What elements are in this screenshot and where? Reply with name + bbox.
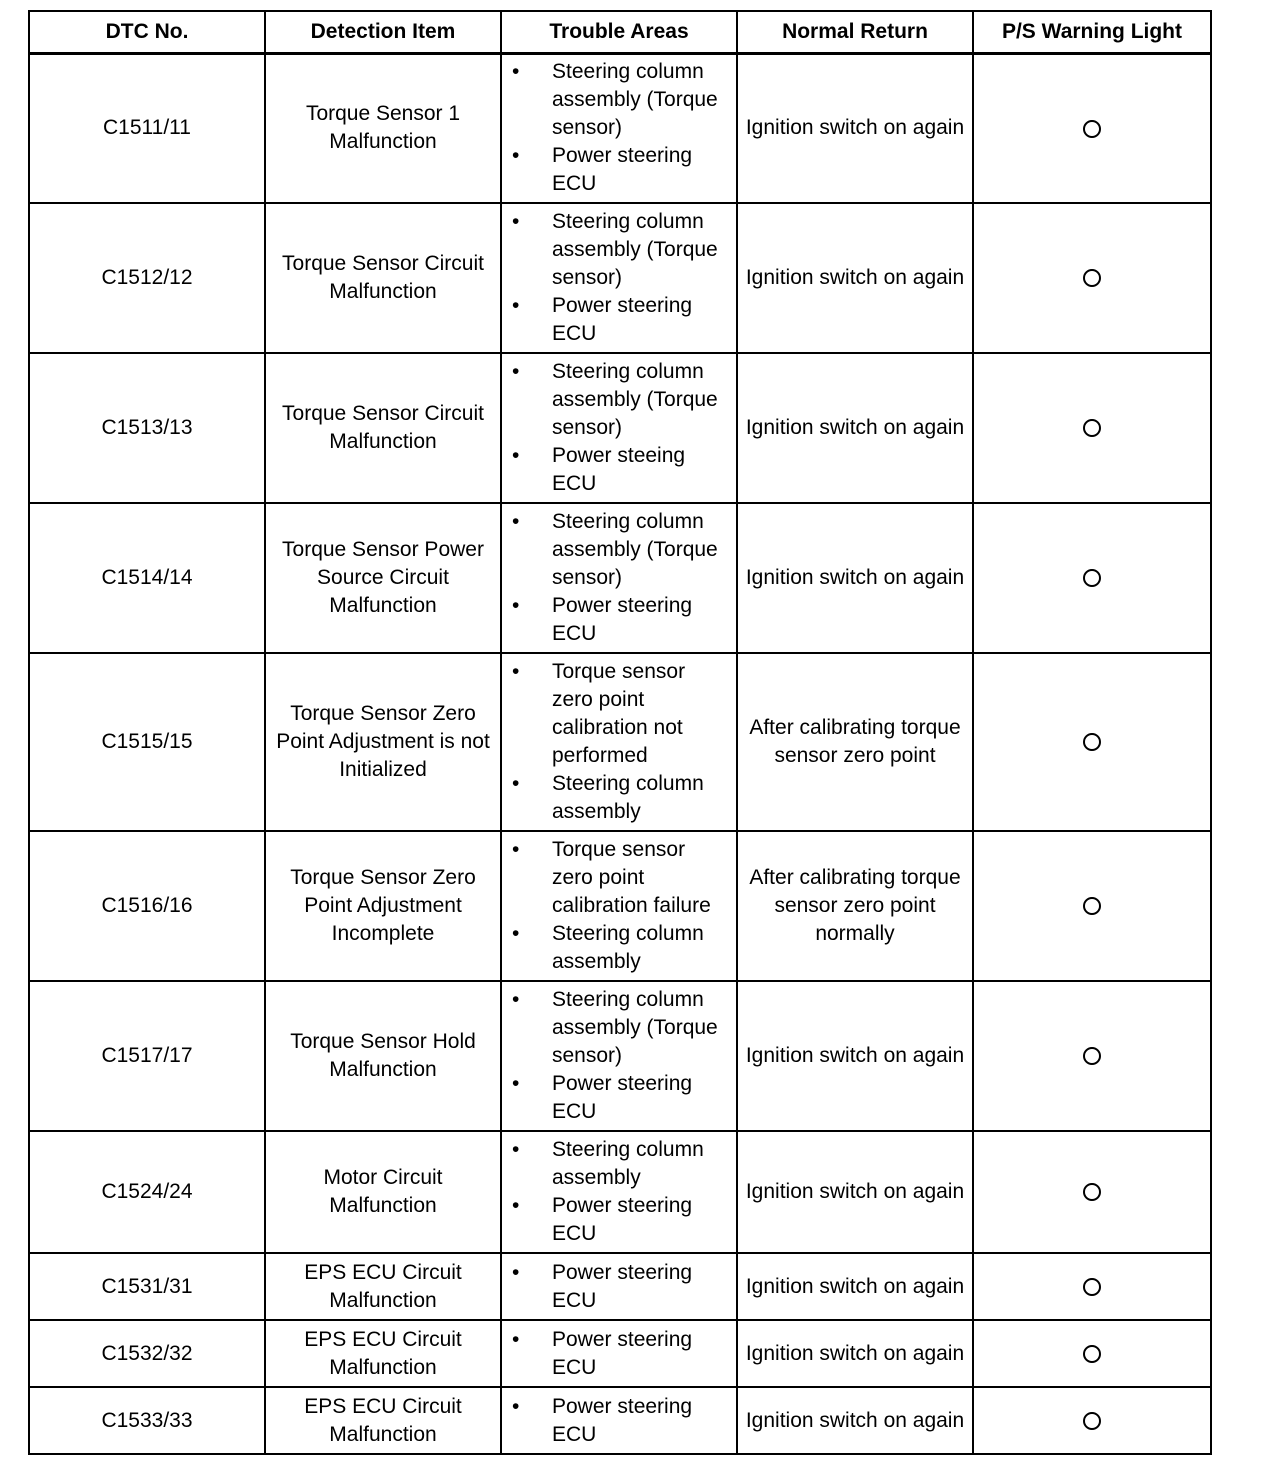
table-row [29,203,1211,353]
circle-icon [1083,1345,1101,1363]
normal-return: Ignition switch on again [737,981,973,1131]
ps-warning-light-cell [973,353,1211,503]
trouble-area-list [512,208,730,348]
normal-return: Ignition switch on again [737,353,973,503]
ps-warning-light-cell [973,53,1211,203]
trouble-areas [501,653,737,831]
table-row [29,503,1211,653]
trouble-area-item: • Power steering ECU [512,1192,730,1248]
normal-return: Ignition switch on again [737,503,973,653]
circle-icon [1083,733,1101,751]
circle-icon [1083,419,1101,437]
dtc-code: C1513/13 [29,353,265,503]
header-dtc-no: DTC No. [29,11,265,53]
trouble-area-item: • Torque sensor zero point calibration failure [512,836,730,920]
table-row [29,1320,1211,1387]
normal-return: Ignition switch on again [737,53,973,203]
trouble-area-item: • Steering column assembly [512,1136,730,1192]
table-header [29,11,1211,53]
trouble-area-list [512,508,730,648]
table-row [29,981,1211,1131]
dtc-code: C1516/16 [29,831,265,981]
table-row [29,53,1211,203]
trouble-area-item: • Steering column assembly [512,770,730,826]
dtc-code: C1512/12 [29,203,265,353]
trouble-area-item: • Steering column assembly [512,920,730,976]
trouble-areas [501,203,737,353]
table-row [29,1253,1211,1320]
trouble-areas [501,1131,737,1253]
normal-return: After calibrating torque sensor zero point [737,653,973,831]
trouble-area-list [512,358,730,498]
trouble-area-list [512,58,730,198]
table-row [29,653,1211,831]
trouble-area-item: • Power steering ECU [512,1259,730,1315]
trouble-area-list [512,1259,730,1315]
circle-icon [1083,1412,1101,1430]
normal-return: Ignition switch on again [737,1387,973,1454]
detection-item: Motor Circuit Malfunction [265,1131,501,1253]
ps-warning-light-cell [973,1253,1211,1320]
detection-item: Torque Sensor Power Source Circuit Malfunction [265,503,501,653]
table-body [29,53,1211,1454]
table-row [29,353,1211,503]
trouble-area-list [512,836,730,976]
circle-icon [1083,569,1101,587]
detection-item: EPS ECU Circuit Malfunction [265,1387,501,1454]
header-row [29,11,1211,53]
trouble-area-item: • Power steering ECU [512,592,730,648]
header-detection-item: Detection Item [265,11,501,53]
ps-warning-light-cell [973,1387,1211,1454]
trouble-area-item: • Steering column assembly (Torque sensor) [512,986,730,1070]
dtc-code: C1514/14 [29,503,265,653]
dtc-code: C1532/32 [29,1320,265,1387]
trouble-area-list [512,1326,730,1382]
trouble-areas [501,1320,737,1387]
trouble-area-item: • Steering column assembly (Torque sensor) [512,58,730,142]
ps-warning-light-cell [973,653,1211,831]
header-trouble-areas: Trouble Areas [501,11,737,53]
trouble-area-list [512,986,730,1126]
trouble-area-item: • Power steering ECU [512,1393,730,1449]
header-ps-warning-light: P/S Warning Light [973,11,1211,53]
circle-icon [1083,1278,1101,1296]
trouble-area-list [512,658,730,826]
dtc-code: C1531/31 [29,1253,265,1320]
trouble-area-item: • Power steering ECU [512,1070,730,1126]
dtc-table [28,10,1212,1455]
detection-item: Torque Sensor Zero Point Adjustment is not Initialized [265,653,501,831]
detection-item: Torque Sensor Circuit Malfunction [265,203,501,353]
circle-icon [1083,1183,1101,1201]
dtc-code: C1524/24 [29,1131,265,1253]
normal-return: Ignition switch on again [737,1131,973,1253]
detection-item: Torque Sensor Hold Malfunction [265,981,501,1131]
table-row [29,1131,1211,1253]
circle-icon [1083,269,1101,287]
table-row [29,831,1211,981]
trouble-area-item: • Power steering ECU [512,292,730,348]
circle-icon [1083,120,1101,138]
normal-return: Ignition switch on again [737,1253,973,1320]
detection-item: EPS ECU Circuit Malfunction [265,1320,501,1387]
trouble-area-item: • Power steeing ECU [512,442,730,498]
normal-return: Ignition switch on again [737,1320,973,1387]
trouble-area-item: • Steering column assembly (Torque sensor) [512,208,730,292]
trouble-area-item: • Power steering ECU [512,142,730,198]
header-normal-return: Normal Return [737,11,973,53]
ps-warning-light-cell [973,203,1211,353]
detection-item: Torque Sensor Zero Point Adjustment Incomplete [265,831,501,981]
dtc-code: C1517/17 [29,981,265,1131]
circle-icon [1083,1047,1101,1065]
dtc-code: C1511/11 [29,53,265,203]
trouble-area-item: • Steering column assembly (Torque sensor) [512,358,730,442]
trouble-area-item: • Power steering ECU [512,1326,730,1382]
trouble-areas [501,353,737,503]
dtc-code: C1515/15 [29,653,265,831]
table-row [29,1387,1211,1454]
trouble-area-item: • Torque sensor zero point calibration not performed [512,658,730,770]
ps-warning-light-cell [973,503,1211,653]
circle-icon [1083,897,1101,915]
trouble-areas [501,503,737,653]
ps-warning-light-cell [973,981,1211,1131]
ps-warning-light-cell [973,1320,1211,1387]
trouble-areas [501,981,737,1131]
detection-item: Torque Sensor Circuit Malfunction [265,353,501,503]
trouble-area-list [512,1393,730,1449]
detection-item: EPS ECU Circuit Malfunction [265,1253,501,1320]
trouble-areas [501,831,737,981]
trouble-areas [501,1253,737,1320]
detection-item: Torque Sensor 1 Malfunction [265,53,501,203]
dtc-code: C1533/33 [29,1387,265,1454]
trouble-area-list [512,1136,730,1248]
trouble-areas [501,53,737,203]
trouble-areas [501,1387,737,1454]
trouble-area-item: • Steering column assembly (Torque sensor) [512,508,730,592]
ps-warning-light-cell [973,1131,1211,1253]
normal-return: Ignition switch on again [737,203,973,353]
normal-return: After calibrating torque sensor zero point normally [737,831,973,981]
ps-warning-light-cell [973,831,1211,981]
